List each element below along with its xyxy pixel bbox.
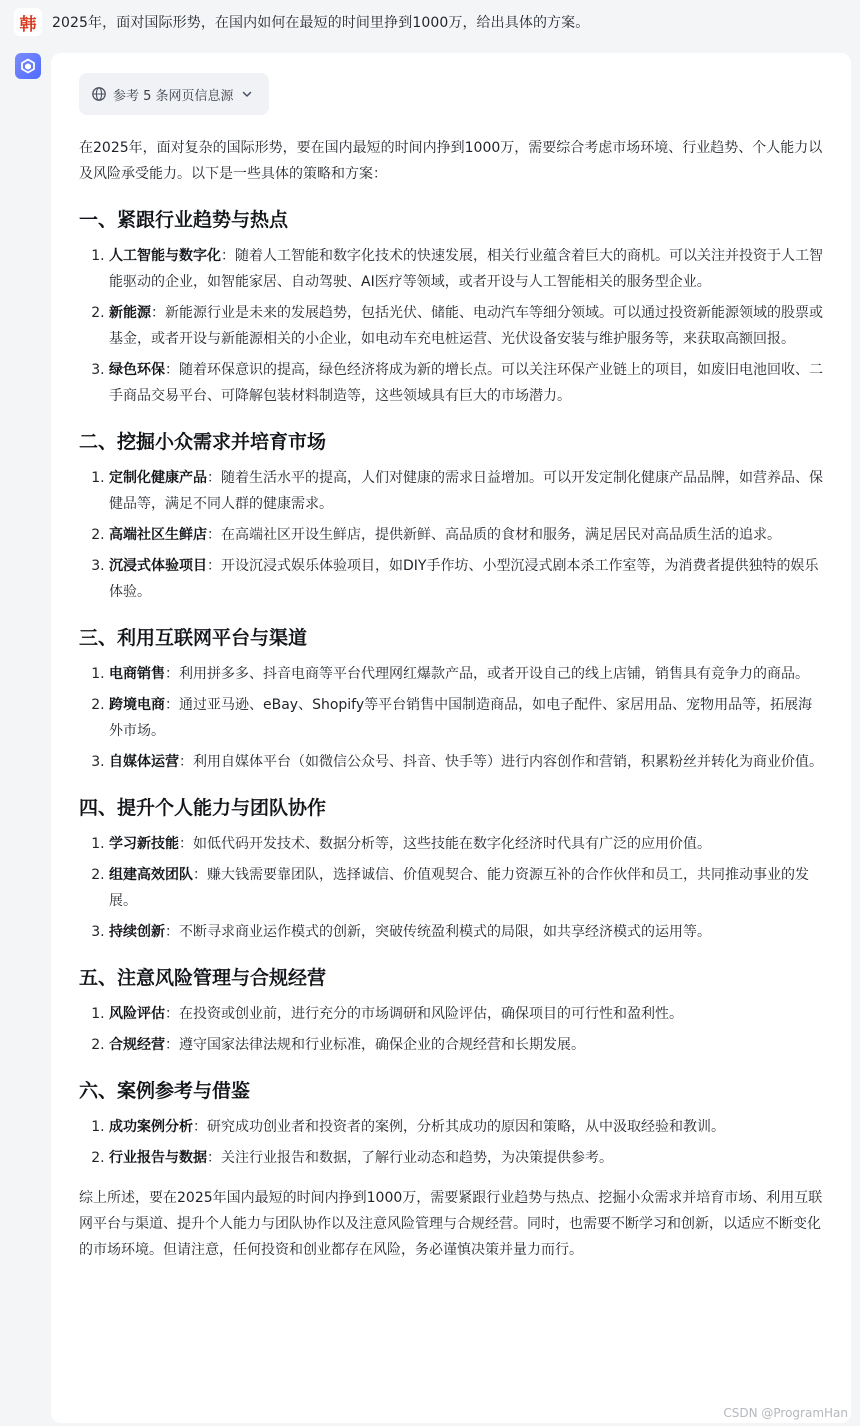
section-list [79,1114,824,1171]
list-item-text: ：赚大钱需要靠团队，选择诚信、价值观契合、能力资源互补的合作伙伴和员工，共同推动事业的发展。 [109,867,809,909]
list-item-term: 风险评估 [109,1006,165,1022]
list-item-term: 合规经营 [109,1037,165,1053]
list-item-text: ：关注行业报告和数据，了解行业动态和趋势，为决策提供参考。 [207,1150,613,1166]
list-item-text: ：利用拼多多、抖音电商等平台代理网红爆款产品，或者开设自己的线上店铺，销售具有竞争力的商品。 [165,666,809,682]
section-heading: 五、注意风险管理与合规经营 [79,967,327,989]
list-item-text: ：如低代码开发技术、数据分析等，这些技能在数字化经济时代具有广泛的应用价值。 [179,836,711,852]
list-item-text: ：不断寻求商业运作模式的创新，突破传统盈利模式的局限，如共享经济模式的运用等。 [165,924,711,940]
section-heading: 三、利用互联网平台与渠道 [79,627,308,649]
list-item-term: 组建高效团队 [109,867,193,883]
sources-toggle-button[interactable] [79,73,269,115]
assistant-answer-card [51,53,851,1423]
list-item-term: 电商销售 [109,666,165,682]
list-item [109,1145,824,1171]
list-item-text: ：随着环保意识的提高，绿色经济将成为新的增长点。可以关注环保产业链上的项目，如废旧电池回收、二手商品交易平台、可降解包装材料制造等，这些领域具有巨大的市场潜力。 [109,362,823,404]
list-item [109,919,824,945]
list-item-text: ：通过亚马逊、eBay、Shopify等平台销售中国制造商品，如电子配件、家居用品、宠物用品等，拓展海外市场。 [109,697,813,739]
list-item-term: 人工智能与数字化 [109,248,221,264]
answer-sections [79,205,824,1171]
chevron-down-icon [240,87,254,101]
list-item-text: ：研究成功创业者和投资者的案例，分析其成功的原因和策略，从中汲取经验和教训。 [193,1119,725,1135]
list-item-text: ：遵守国家法律法规和行业标准，确保企业的合规经营和长期发展。 [165,1037,585,1053]
list-item [109,357,824,409]
list-item-term: 自媒体运营 [109,754,179,770]
list-item [109,243,824,295]
list-item [109,692,824,744]
list-item [109,522,824,548]
section-list [79,1001,824,1058]
list-item-term: 行业报告与数据 [109,1150,207,1166]
list-item-term: 学习新技能 [109,836,179,852]
answer-intro: 在2025年，面对复杂的国际形势，要在国内最短的时间内挣到1000万，需要综合考虑市场环境、行业趋势、个人能力以及风险承受能力。以下是一些具体的策略和方案： [79,140,823,182]
answer-conclusion: 综上所述，要在2025年国内最短的时间内挣到1000万，需要紧跟行业趋势与热点、挖掘小众需求并培育市场、利用互联网平台与渠道、提升个人能力与团队协作以及注意风险管理与合规经营。同时，也需要不断学习和创新，以适应不断变化的市场环境。但请注意，任何投资和创业都存在风险，务必谨慎决策并量力而行。 [79,1190,823,1258]
list-item [109,661,824,687]
list-item-text: ：随着生活水平的提高，人们对健康的需求日益增加。可以开发定制化健康产品品牌，如营养品、保健品等，满足不同人群的健康需求。 [109,470,823,512]
list-item-term: 定制化健康产品 [109,470,207,486]
list-item [109,1032,824,1058]
list-item [109,1001,824,1027]
list-item [109,862,824,914]
section-list [79,243,824,409]
list-item-text: ：利用自媒体平台（如微信公众号、抖音、快手等）进行内容创作和营销，积累粉丝并转化为商业价值。 [179,754,823,770]
list-item [109,831,824,857]
list-item-text: ：新能源行业是未来的发展趋势，包括光伏、储能、电动汽车等细分领域。可以通过投资新能源领域的股票或基金，或者开设与新能源相关的小企业，如电动车充电桩运营、光伏设备安装与维护服务等，来获取高额回报。 [109,305,823,347]
list-item-text: ：随着人工智能和数字化技术的快速发展，相关行业蕴含着巨大的商机。可以关注并投资于人工智能驱动的企业，如智能家居、自动驾驶、AI医疗等领域，或者开设与人工智能相关的服务型企业。 [109,248,823,290]
list-item [109,300,824,352]
list-item [109,749,824,775]
section-heading: 六、案例参考与借鉴 [79,1080,251,1102]
list-item-term: 绿色环保 [109,362,165,378]
section-list [79,831,824,945]
section-heading: 一、紧跟行业趋势与热点 [79,209,289,231]
globe-icon [91,86,107,102]
list-item [109,553,824,605]
list-item-term: 持续创新 [109,924,165,940]
section-list [79,465,824,605]
assistant-logo-icon [20,58,36,74]
assistant-avatar [15,53,41,79]
user-question-text: 2025年，面对国际形势，在国内如何在最短的时间里挣到1000万，给出具体的方案。 [52,15,590,31]
list-item-term: 高端社区生鲜店 [109,527,207,543]
list-item-term: 沉浸式体验项目 [109,558,207,574]
list-item [109,465,824,517]
list-item-text: ：在投资或创业前，进行充分的市场调研和风险评估，确保项目的可行性和盈利性。 [165,1006,683,1022]
list-item-text: ：开设沉浸式娱乐体验项目，如DIY手作坊、小型沉浸式剧本杀工作室等，为消费者提供独特的娱乐体验。 [109,558,819,600]
sources-label: 参考 5 条网页信息源 [113,88,234,104]
user-avatar[interactable]: 韩 [14,8,42,36]
answer-content [79,135,824,1263]
list-item [109,1114,824,1140]
section-heading: 四、提升个人能力与团队协作 [79,797,327,819]
list-item-term: 跨境电商 [109,697,165,713]
list-item-term: 新能源 [109,305,151,321]
list-item-term: 成功案例分析 [109,1119,193,1135]
csdn-watermark: CSDN @ProgramHan [723,1406,848,1420]
section-list [79,661,824,775]
user-message [14,8,589,36]
section-heading: 二、挖掘小众需求并培育市场 [79,431,327,453]
list-item-text: ：在高端社区开设生鲜店，提供新鲜、高品质的食材和服务，满足居民对高品质生活的追求。 [207,527,781,543]
